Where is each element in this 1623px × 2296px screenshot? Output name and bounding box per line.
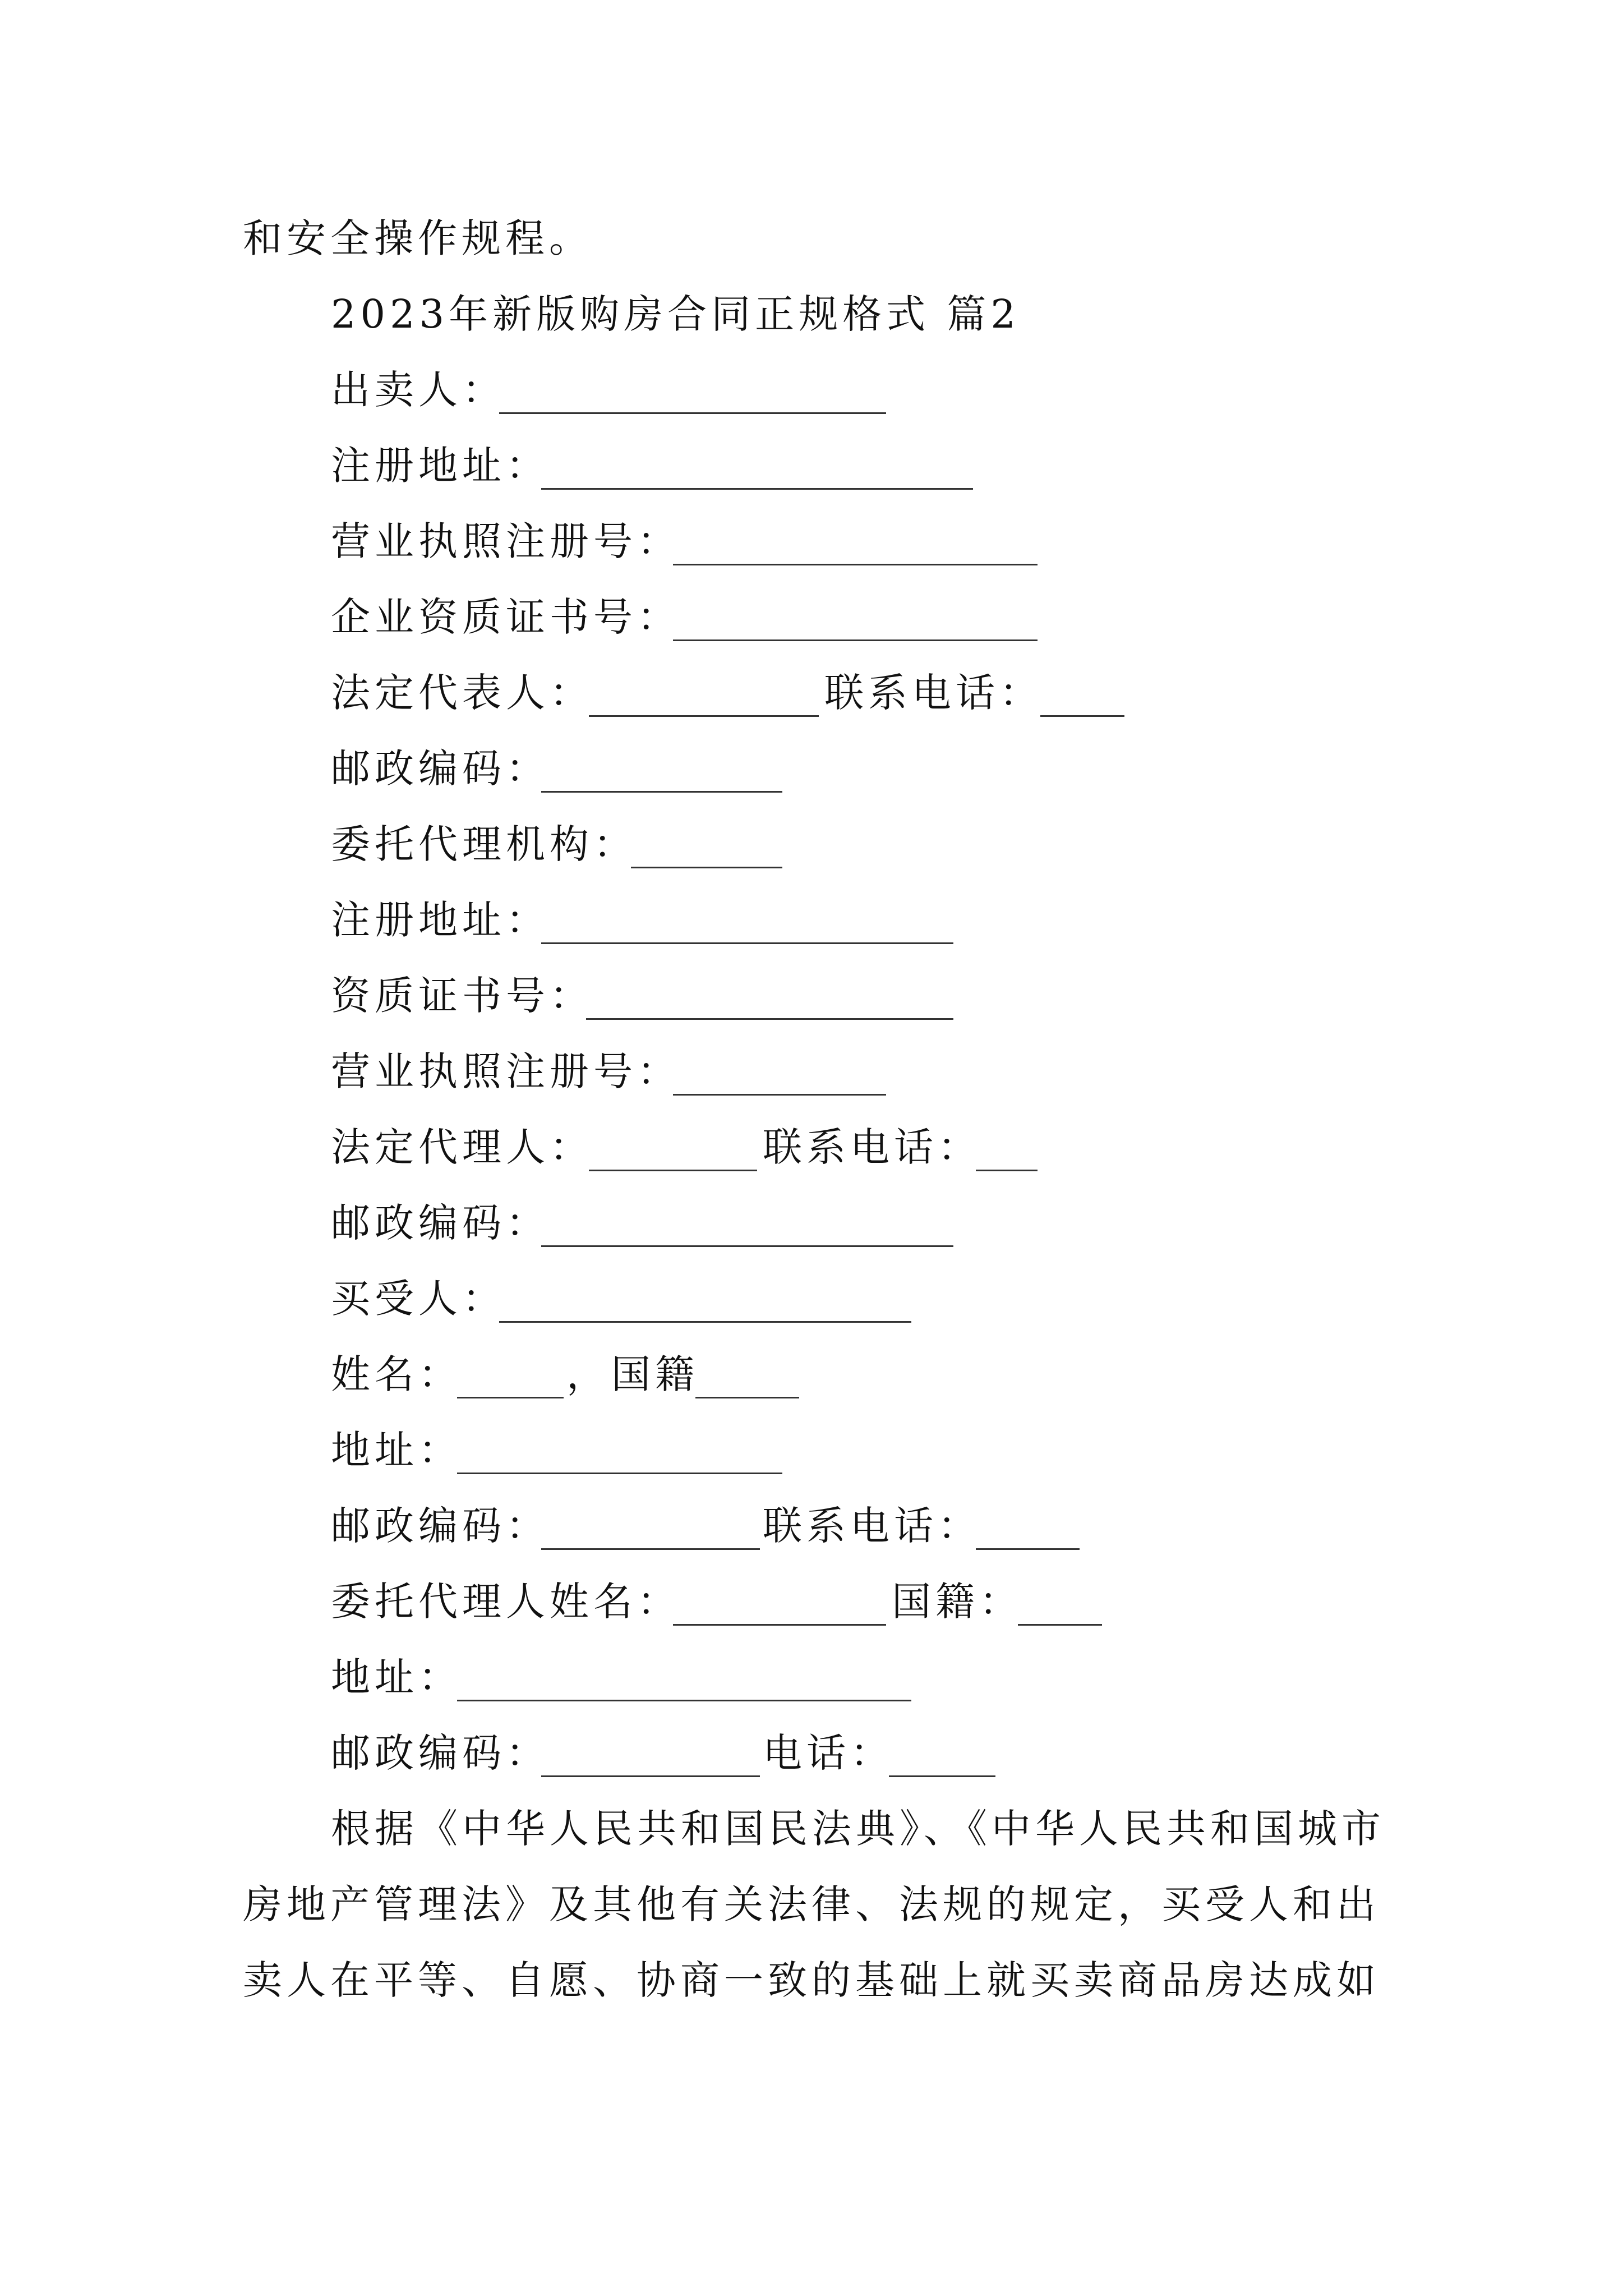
buyer-label: 买受人：	[331, 1276, 506, 1322]
agency-legal-agent-blank[interactable]	[589, 1170, 757, 1171]
seller-legal-rep-label: 法定代表人：	[331, 670, 593, 716]
agency-blank[interactable]	[631, 867, 782, 868]
buyer-agent-name-row	[0, 1568, 1623, 1635]
agency-reg-address-label: 注册地址：	[331, 897, 550, 943]
buyer-phone-blank[interactable]	[976, 1548, 1080, 1550]
buyer-row	[0, 1265, 1623, 1332]
seller-qualification-blank[interactable]	[673, 639, 1038, 641]
body-text-2: 房地产管理法》及其他有关法律、法规的规定，买受人和出	[243, 1881, 1380, 1927]
seller-qualification-label: 企业资质证书号：	[331, 594, 681, 640]
agency-license-label: 营业执照注册号：	[331, 1048, 681, 1094]
intro-line	[0, 205, 1623, 272]
seller-license-label: 营业执照注册号：	[331, 518, 681, 564]
agency-label: 委托代理机构：	[331, 821, 637, 867]
seller-reg-address-row	[0, 432, 1623, 499]
agency-qualification-row	[0, 962, 1623, 1029]
buyer-agent-address-blank[interactable]	[457, 1700, 911, 1701]
body-text-3: 卖人在平等、自愿、协商一致的基础上就买卖商品房达成如	[243, 1957, 1380, 2003]
body-line-2	[0, 1871, 1623, 1938]
buyer-agent-address-row	[0, 1644, 1623, 1711]
buyer-address-row	[0, 1416, 1623, 1484]
buyer-agent-postcode-blank[interactable]	[541, 1775, 760, 1777]
buyer-nationality-blank[interactable]	[695, 1397, 799, 1398]
seller-legal-rep-blank[interactable]	[589, 715, 819, 717]
buyer-agent-nationality-label: 国籍：	[892, 1579, 1023, 1625]
buyer-blank[interactable]	[499, 1321, 911, 1323]
seller-row	[0, 356, 1623, 424]
seller-qualification-row	[0, 583, 1623, 651]
buyer-agent-postcode-row	[0, 1719, 1623, 1787]
seller-label: 出卖人：	[331, 367, 506, 413]
seller-phone-blank[interactable]	[1040, 715, 1124, 717]
agency-license-row	[0, 1038, 1623, 1105]
agency-reg-address-blank[interactable]	[541, 942, 953, 944]
buyer-address-label: 地址：	[331, 1427, 462, 1473]
buyer-postcode-row	[0, 1492, 1623, 1559]
title-text: 2023年新版购房合同正规格式 篇2	[331, 291, 1020, 337]
buyer-name-row	[0, 1341, 1623, 1408]
buyer-phone-label: 联系电话：	[763, 1503, 981, 1549]
agency-postcode-row	[0, 1189, 1623, 1257]
agency-legal-agent-row	[0, 1114, 1623, 1181]
buyer-postcode-blank[interactable]	[541, 1548, 760, 1550]
buyer-agent-nationality-blank[interactable]	[1018, 1624, 1102, 1626]
buyer-agent-name-blank[interactable]	[673, 1624, 886, 1626]
buyer-agent-phone-blank[interactable]	[889, 1775, 995, 1777]
seller-license-blank[interactable]	[673, 564, 1038, 565]
buyer-postcode-label: 邮政编码：	[331, 1503, 550, 1549]
seller-license-row	[0, 508, 1623, 575]
buyer-comma: ，	[566, 1351, 610, 1397]
agency-postcode-blank[interactable]	[541, 1245, 953, 1247]
agency-phone-label: 联系电话：	[763, 1124, 981, 1170]
buyer-address-blank[interactable]	[457, 1473, 782, 1474]
intro-text: 和安全操作规程。	[243, 215, 593, 261]
agency-reg-address-row	[0, 886, 1623, 954]
buyer-agent-name-label: 委托代理人姓名：	[331, 1579, 681, 1625]
seller-legal-rep-row	[0, 659, 1623, 726]
buyer-name-label: 姓名：	[331, 1351, 462, 1397]
body-text-1: 根据《中华人民共和国民法典》、《中华人民共和国城市	[331, 1806, 1385, 1852]
seller-blank[interactable]	[499, 412, 886, 414]
agency-qualification-blank[interactable]	[586, 1018, 953, 1020]
body-line-1	[0, 1795, 1623, 1862]
agency-license-blank[interactable]	[673, 1094, 886, 1096]
buyer-agent-postcode-label: 邮政编码：	[331, 1730, 550, 1776]
buyer-nationality-label: 国籍	[611, 1351, 699, 1397]
buyer-agent-address-label: 地址：	[331, 1654, 462, 1700]
agency-legal-agent-label: 法定代理人：	[331, 1124, 593, 1170]
agency-postcode-label: 邮政编码：	[331, 1200, 550, 1246]
seller-phone-label: 联系电话：	[824, 670, 1043, 716]
body-line-3	[0, 1947, 1623, 2014]
agency-row	[0, 811, 1623, 878]
seller-postcode-blank[interactable]	[541, 791, 782, 793]
agency-qualification-label: 资质证书号：	[331, 973, 593, 1019]
seller-reg-address-label: 注册地址：	[331, 443, 550, 489]
document-title	[0, 280, 1623, 348]
seller-postcode-row	[0, 735, 1623, 802]
agency-phone-blank[interactable]	[976, 1170, 1038, 1171]
buyer-name-blank[interactable]	[457, 1397, 564, 1398]
buyer-agent-phone-label: 电话：	[763, 1730, 894, 1776]
seller-postcode-label: 邮政编码：	[331, 746, 550, 792]
seller-reg-address-blank[interactable]	[541, 488, 973, 490]
